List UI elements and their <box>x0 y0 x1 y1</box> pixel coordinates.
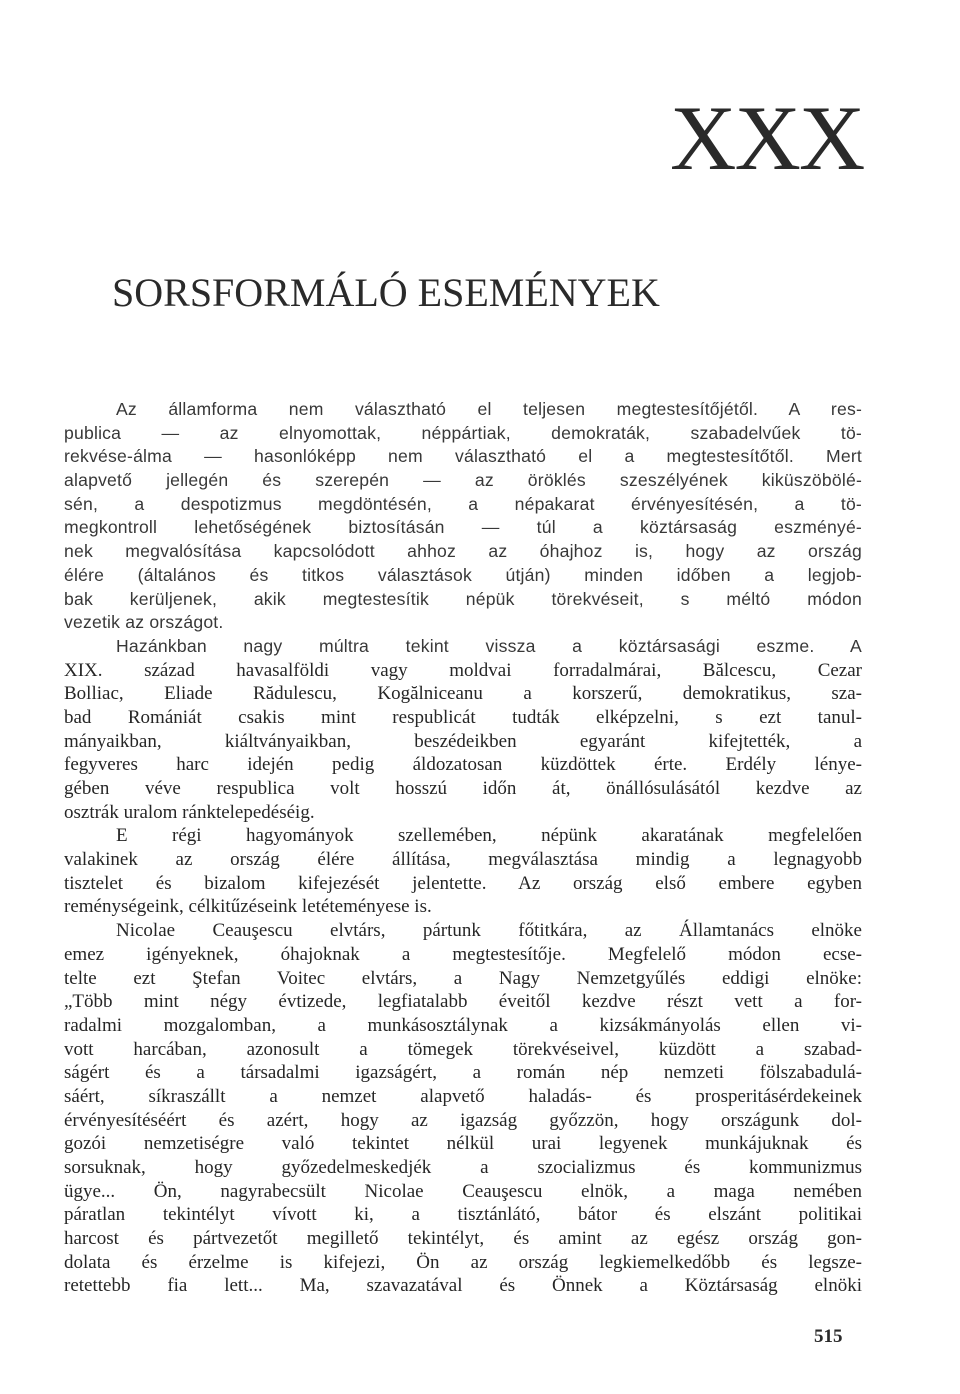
text-line: alapvető jellegén és szerepén — az öröklés szeszélyének kiküszöbölé- <box>64 470 862 491</box>
chapter-title: SORSFORMÁLÓ ESEMÉNYEK <box>112 270 660 315</box>
text-line: gozói nemzetiségre való tekintet nélkül urai legyenek munkájuknak és <box>64 1133 862 1155</box>
text-line: publica — az elnyomottak, néppártiak, demokraták, szabadelvűek tö- <box>64 422 862 443</box>
text-line: sorsuknak, hogy győzedelmeskedjék a szocializmus és kommunizmus <box>64 1157 862 1178</box>
page-number: 515 <box>814 1326 843 1347</box>
text-line: gében véve respublica volt hosszú időn át, önállósulásától kezdve az <box>64 778 862 799</box>
text-line: ságért és a társadalmi igazságért, a román nép nemzeti fölszabadulá- <box>64 1062 862 1084</box>
text-line: radalmi mozgalomban, a munkásosztálynak a kizsákmányolás ellen vi- <box>64 1014 862 1036</box>
text-line: valakinek az ország élére állítása, megválasztása mindig a legnagyobb <box>64 849 862 871</box>
text-line: „Több mint négy évtizede, legfiatalabb éveitől kezdve részt vett a for- <box>64 991 862 1013</box>
text-line: nek megvalósítása kapcsolódott ahhoz az óhajhoz is, hogy az ország <box>64 541 862 562</box>
text-line: ügye... Ön, nagyrabecsült Nicolae Ceauşescu elnök, a maga nemében <box>64 1180 862 1202</box>
text-line: élére (általános és titkos választások útján) minden időben a legjob- <box>64 564 862 585</box>
text-line: mányaikban, kiáltványaikban, beszédeikben egyaránt kifejtették, a <box>64 730 862 752</box>
body-text <box>64 398 862 1298</box>
text-line: harcost és pártvezetőt megillető tekintélyt, és amint az egész ország gon- <box>64 1228 862 1250</box>
text-line: rekvése-álma — hasonlóképp nem választható el a megtestesítőtől. Mert <box>64 446 862 467</box>
text-line: E régi hagyományok szellemében, népünk akaratának megfelelően <box>116 825 862 847</box>
text-line: dolata és érzelme is kifejezi, Ön az ország legkiemelkedőbb és legsze- <box>64 1251 862 1273</box>
text-line: bad Romániát csakis mint respublicát tudták elképzelni, s ezt tanul- <box>64 706 862 728</box>
text-line: Nicolae Ceauşescu elvtárs, pártunk főtitkára, az Államtanács elnöke <box>116 920 862 942</box>
text-line: Az államforma nem választható el teljesen megtestesítőjétől. A res- <box>116 399 862 419</box>
text-line: Bolliac, Eliade Rădulescu, Kogălniceanu a korszerű, demokratikus, sza- <box>64 683 862 705</box>
text-line: tisztelet és bizalom kifejezését jelentette. Az ország első embere egyben <box>64 872 862 894</box>
text-line: fegyveres harc idején pedig áldozatosan küzdöttek érte. Erdély lénye- <box>64 754 862 776</box>
text-line: reménységeink, célkitűzéseink letéteményese is. <box>64 896 432 918</box>
text-line: vezetik az országot. <box>64 612 224 633</box>
text-line: osztrák uralom ránktelepedéséig. <box>64 801 315 823</box>
text-line: emez igényeknek, óhajoknak a megtestesítője. Megfelelő módon ecse- <box>64 943 862 965</box>
text-line: bak kerüljenek, akik megtestesítik népük törekvéseit, s méltó módon <box>64 588 862 609</box>
text-line: sén, a despotizmus megdöntésén, a népakarat érvényesítésén, a tö- <box>64 493 862 514</box>
text-line: páratlan tekintélyt vívott ki, a tisztánlátó, bátor és elszánt politikai <box>64 1204 862 1226</box>
text-line: telte ezt Ştefan Voitec elvtárs, a Nagy Nemzetgyűlés eddigi elnöke: <box>64 967 862 989</box>
text-line: Hazánkban nagy múltra tekint vissza a köztársasági eszme. A <box>116 635 862 656</box>
text-line: XIX. század havasalföldi vagy moldvai forradalmárai, Bălcescu, Cezar <box>64 659 862 681</box>
text-line: retettebb fia lett... Ma, szavazatával és Önnek a Köztársaság elnöki <box>64 1275 862 1297</box>
text-line: érvényesítéséért és azért, hogy az igazság győzzön, hogy országunk dol- <box>64 1109 862 1131</box>
text-line: sáért, síkraszállt a nemzet alapvető haladás- és prosperitásérdekeinek <box>64 1085 862 1107</box>
chapter-number: XXX <box>670 87 864 189</box>
text-line: vott harcában, azonosult a tömegek törekvéseivel, küzdött a szabad- <box>64 1038 862 1060</box>
text-line: megkontroll lehetőségének biztosításán — túl a köztársaság eszményé- <box>64 517 862 538</box>
